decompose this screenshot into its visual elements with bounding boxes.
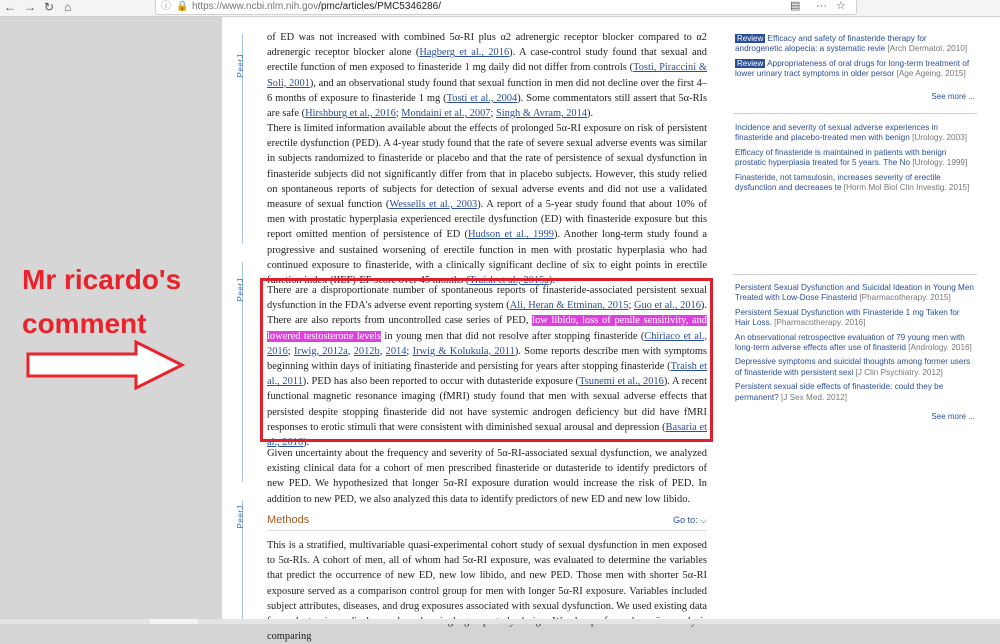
- citation-link[interactable]: Tosti, Piraccini & Soli, 2001: [267, 62, 707, 89]
- sidebar-article-title[interactable]: Incidence and severity of sexual adverse experiences in finasteride and placebo-treated men with benign: [735, 123, 938, 143]
- paragraph-text: ,: [347, 345, 354, 357]
- home-icon[interactable]: ⌂: [64, 0, 72, 14]
- similar-articles-group-1: [735, 34, 975, 84]
- paragraph-text: ). A case-control study found that sexual and erectile function of men exposed to finasteride 1 mg daily did not differ from controls (: [267, 47, 707, 74]
- highlighted-text: low libido, loss of penile sensitivity, and lowered testosterone levels: [267, 315, 707, 342]
- sidebar-article-link[interactable]: [735, 357, 975, 378]
- paragraph-text: ).: [548, 275, 555, 287]
- sidebar-article-meta: [Andrology. 2016]: [908, 343, 972, 353]
- lock-icon: 🔒: [176, 1, 189, 12]
- sidebar-article-meta: [Age Ageing. 2015]: [896, 69, 966, 79]
- sidebar-article-meta: [Horm Mol Biol Clin Investig. 2015]: [843, 183, 970, 193]
- forward-arrow-icon[interactable]: →: [24, 0, 36, 14]
- sidebar-article-meta: [J Clin Psychiatry. 2012]: [855, 367, 943, 377]
- citation-link[interactable]: Hirshburg et al., 2016: [305, 108, 396, 120]
- citation-link[interactable]: Traish et al., 2015a: [469, 275, 549, 287]
- sidebar-article-link[interactable]: [735, 34, 975, 55]
- paragraph-text: ,: [379, 345, 386, 357]
- sidebar-article-title[interactable]: Appropriateness of oral drugs for long-term treatment of lower urinary tract symptoms in older persor: [735, 58, 970, 79]
- reload-icon[interactable]: ↻: [44, 0, 55, 14]
- paragraph-text: ), and an observational study found that sexual function in men did not decline over the first 4–6 months of exposure to finasteride 1 mg (: [267, 77, 707, 104]
- address-bar[interactable]: [155, 0, 857, 15]
- review-badge: Review: [737, 34, 764, 43]
- bookmark-star-icon[interactable]: ☆: [836, 0, 846, 12]
- cited-by-group: [735, 123, 975, 197]
- scrollbar-thumb[interactable]: [150, 619, 198, 624]
- browser-toolbar: [0, 0, 1000, 17]
- see-more-link[interactable]: See more ...: [931, 92, 975, 101]
- sidebar-article-meta: [J Sex Med. 2012]: [780, 392, 847, 402]
- page-actions-icon[interactable]: ···: [816, 0, 827, 12]
- citation-link[interactable]: Traish et al., 2011: [267, 361, 707, 388]
- sidebar-article-title[interactable]: Persistent sexual side effects of finasteride: could they be permanent?: [735, 382, 944, 402]
- paragraph-text: ). Some reports describe men with symptoms beginning within days of initiating finasteride and persisting for years after stopping finasteride (: [267, 345, 707, 373]
- paragraph-2: [267, 121, 707, 288]
- paragraph-text: ;: [287, 345, 294, 357]
- horizontal-scrollbar[interactable]: [0, 619, 1000, 624]
- related-articles-group: [735, 283, 975, 407]
- url-text[interactable]: https://www.ncbi.nlm.nih.gov/pmc/articles/PMC5346286/: [192, 1, 442, 12]
- methods-title: Methods: [267, 514, 310, 526]
- annotation-arrow-icon: [26, 340, 186, 390]
- paragraph-text: ). There are also reports from uncontrolled case series of PED,: [267, 300, 707, 327]
- see-more-link[interactable]: See more ...: [931, 412, 975, 421]
- paragraph-text: ).: [303, 437, 310, 449]
- paragraph-text: This is a stratified, multivariable quasi-experimental cohort study of sexual dysfunction in men exposed to 5α-RIs. A cohort of men, all of whom had 5α-RI exposure, was evaluated to determine the variables that predict the occurrence of new ED, new low libido, and new PED. Those men with shorter 5α-RI exposure served as a comparison control group for men with longer 5α-RI exposure. Variables included subject attributes, diseases, and drug exposures associated with sexual dysfunction. We used existing data comparing: [267, 540, 707, 643]
- sidebar-article-title[interactable]: An observational retrospective evaluation of 79 young men with long-term adverse effects after use of finasterid: [735, 332, 965, 353]
- citation-link[interactable]: Chiriaco et al., 2016: [267, 330, 707, 357]
- paragraph-text: There is limited information available about the effects of prolonged 5α-RI exposure on risk of persistent erectile dysfunction (PED). A 4-year study found that the rate of severe sexual adverse events was similar in subjects randomized to finasteride or placebo and that the rate of persistence of sexual dysfunction in finasteride subjects did not significantly differ from that in placebo subjects. However, this study relied on spontaneous reports of subjects for detection of sexual adverse events and did not use a validated measure of sexual function (: [267, 123, 707, 211]
- citation-link[interactable]: Mondaini et al., 2007: [401, 108, 491, 120]
- citation-link[interactable]: 2014: [385, 345, 407, 357]
- methods-heading: [267, 514, 707, 531]
- peerj-label[interactable]: PeerJ: [236, 54, 245, 78]
- sidebar-article-title[interactable]: Persistent Sexual Dysfunction and Suicidal Ideation in Young Men Treated with Low-Dose Finasterid: [735, 283, 974, 303]
- sidebar-article-meta: [Urology. 2003]: [912, 133, 967, 143]
- highlight-box: [260, 278, 713, 442]
- paragraph-text: ;: [406, 345, 413, 357]
- citation-link[interactable]: Tosti et al., 2004: [446, 92, 518, 104]
- paragraph-text: in young men that did not resolve after stopping finasteride (: [381, 330, 645, 342]
- citation-link[interactable]: Basaria et al., 2016: [267, 421, 707, 449]
- sidebar-article-meta: [Arch Dermatol. 2010]: [887, 44, 968, 54]
- citation-link[interactable]: Hagberg et al., 2016: [419, 47, 510, 59]
- paragraph-text: ). A report of a 5-year study found that about 10% of men with prostatic hyperplasia experienced erectile dysfunction (ED) with finasteride exposure but this report omitted mention of persistence of ED (: [267, 199, 708, 241]
- sidebar-article-link[interactable]: [735, 59, 975, 80]
- citation-link[interactable]: Ali, Heran & Etminan, 2015: [509, 300, 629, 312]
- info-icon[interactable]: ⓘ: [161, 1, 171, 12]
- paragraph-5: [267, 538, 707, 644]
- sidebar-article-link[interactable]: [735, 283, 975, 304]
- citation-link[interactable]: Hudson et al., 1999: [467, 229, 554, 241]
- annotation-line-1: Mr ricardo's: [22, 264, 182, 295]
- sidebar-article-meta: [Urology. 1999]: [912, 158, 968, 168]
- sidebar-article-title[interactable]: Persistent Sexual Dysfunction with Finasteride 1 mg Taken for Hair Loss.: [735, 307, 960, 328]
- paragraph-text: ).: [587, 108, 594, 120]
- citation-link[interactable]: Guo et al., 2016: [633, 300, 701, 312]
- see-more-3: [735, 408, 975, 422]
- goto-link[interactable]: Go to: ⌵: [673, 515, 707, 525]
- sidebar-article-title[interactable]: Efficacy of finasteride is maintained in patients with benign prostatic hyperplasia treated for 5 years. The No: [735, 147, 947, 168]
- sidebar-article-link[interactable]: [735, 382, 975, 403]
- citation-link[interactable]: Wessells et al., 2003: [389, 199, 478, 211]
- paragraph-text: Given uncertainty about the frequency and severity of 5α-RI-associated sexual dysfunction, we analyzed existing clinical data for a cohort of men prescribed finasteride or dutasteride to identify predictors of new PED. We hypothesized that longer 5α-RI exposure duration would increase the risk of PED. In addition to new PED, we also analyzed this data to identify predictors of new ED and new low libido.: [267, 448, 707, 505]
- divider: [733, 113, 977, 114]
- paragraph-text: There are a disproportionate number of spontaneous reports of finasteride-associated persistent sexual dysfunction in the FDA's adverse event reporting system (: [267, 285, 707, 312]
- paragraph-4: [267, 446, 707, 507]
- reader-view-icon[interactable]: ▤: [790, 0, 801, 12]
- sidebar-article-link[interactable]: [735, 123, 975, 144]
- paragraph-text: ). A recent functional magnetic resonance imaging (fMRI) study found that men with sexual adverse effects that persisted despite stopping finasteride did not have systemic androgen deficiency but did have fMRI responses to erotic stimuli that were consistent with diminished sexual arousal and depression (: [267, 376, 708, 433]
- paragraph-text: ;: [395, 108, 402, 120]
- paragraph-text: ). Some commentators still assert that 5α-RIs are safe (: [267, 92, 707, 120]
- sidebar-article-meta: [Pharmacotherapy. 2015]: [859, 293, 951, 303]
- chevron-down-icon: ⌵: [700, 515, 707, 525]
- peerj-label[interactable]: PeerJ: [236, 278, 245, 302]
- sidebar-article-link[interactable]: [735, 333, 975, 354]
- review-badge: Review: [737, 58, 764, 68]
- paragraph-text: ). Another long-term study found a progressive and sustained worsening of erectile function in men with prostatic hyperplasia who had continued exposure to finasteride, with a clinically significant decline of six to eight points in erectile function index (IIEF)-EF score over 45 months (: [267, 229, 707, 287]
- citation-link[interactable]: Irwig, 2012a: [293, 345, 348, 357]
- citation-link[interactable]: Tsunemi et al., 2016: [579, 376, 664, 388]
- citation-link[interactable]: Irwig & Kolukula, 2011: [412, 345, 515, 357]
- divider: [733, 274, 977, 275]
- sidebar-article-link[interactable]: [735, 148, 975, 169]
- paragraph-text: ;: [628, 300, 634, 312]
- peerj-label[interactable]: PeerJ: [236, 505, 245, 529]
- paragraph-text: ). PED has also been reported to occur with dutasteride exposure (: [302, 376, 580, 388]
- paragraph-text: of ED was not increased with combined 5α-RI plus α2 adrenergic receptor blocker compared to α2 adrenergic receptor blocker alone (: [267, 32, 707, 59]
- sidebar-article-meta: [Pharmacotherapy. 2016]: [774, 318, 866, 328]
- citation-link[interactable]: Singh & Avram, 2014: [495, 108, 587, 120]
- paragraph-text: ;: [490, 108, 496, 120]
- paragraph-1: [267, 30, 707, 121]
- sidebar-article-title[interactable]: Finasteride, not tamsulosin, increases severity of erectile dysfunction and decreases te: [735, 172, 941, 193]
- sidebar-article-title[interactable]: Efficacy and safety of finasteride therapy for androgenetic alopecia: a systematic revie: [735, 34, 927, 54]
- see-more-1: [735, 88, 975, 102]
- back-arrow-icon[interactable]: ←: [4, 0, 16, 14]
- sidebar-article-title[interactable]: Depressive symptoms and suicidal thoughts among former users of finasteride with persistent sexi: [735, 357, 971, 377]
- annotation-line-2: comment: [22, 308, 147, 339]
- sidebar-article-link[interactable]: [735, 308, 975, 329]
- sidebar-article-link[interactable]: [735, 173, 975, 194]
- citation-link[interactable]: 2012b: [353, 345, 380, 357]
